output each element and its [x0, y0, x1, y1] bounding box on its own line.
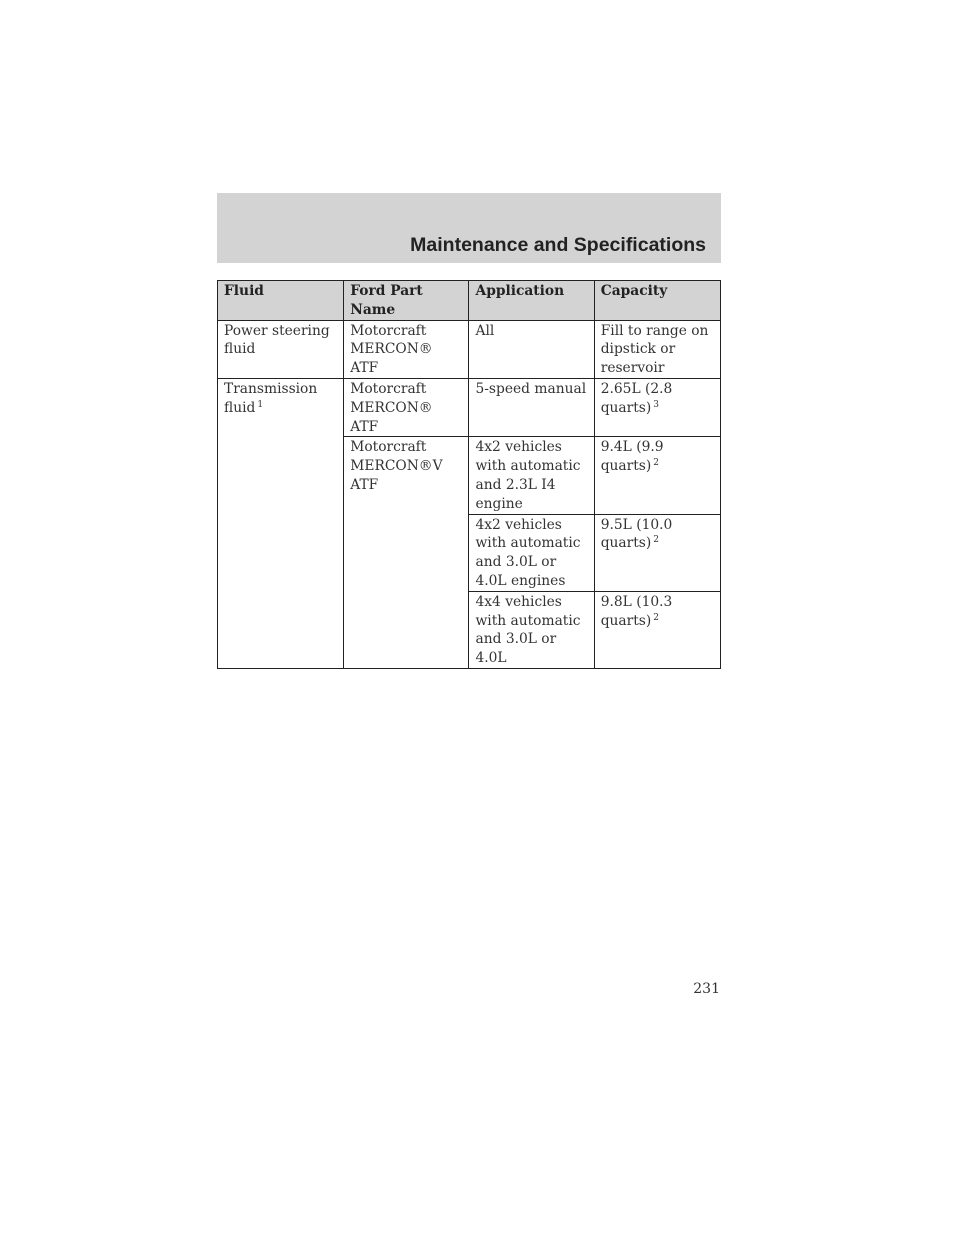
section-header-band — [217, 193, 721, 263]
capacity-cell — [594, 591, 720, 668]
capacity-cell: Fill to range on dipstick or reservoir — [594, 320, 720, 378]
footnote-marker: 2 — [653, 612, 659, 623]
fluid-specifications-table — [217, 280, 721, 669]
footnote-marker: 3 — [653, 399, 659, 410]
footnote-marker: 1 — [257, 399, 264, 410]
application-cell: 4x2 vehicles with automatic and 3.0L or 4.0L engines — [469, 514, 594, 591]
column-header-capacity: Capacity — [594, 281, 720, 321]
application-cell: 4x2 vehicles with automatic and 2.3L I4 engine — [469, 437, 594, 514]
part-name-cell: Motorcraft MERCON®V ATF — [344, 437, 469, 669]
column-header-part-name: Ford Part Name — [344, 281, 469, 321]
capacity-cell — [594, 378, 720, 436]
part-name-cell: Motorcraft MERCON® ATF — [344, 378, 469, 436]
part-name-cell: Motorcraft MERCON® ATF — [344, 320, 469, 378]
page-number: 231 — [693, 981, 720, 997]
section-title: Maintenance and Specifications — [410, 234, 706, 256]
capacity-value: 9.8L (10.3 quarts) — [600, 593, 673, 629]
capacity-value: 2.65L (2.8 quarts) — [600, 380, 673, 416]
capacity-cell — [594, 437, 720, 514]
footnote-marker: 2 — [653, 458, 659, 469]
column-header-fluid: Fluid — [218, 281, 344, 321]
table-header-row — [218, 281, 721, 321]
capacity-cell — [594, 514, 720, 591]
footnote-marker: 2 — [653, 535, 659, 546]
capacity-value: 9.5L (10.0 quarts) — [600, 516, 673, 552]
application-cell: 5-speed manual — [469, 378, 594, 436]
fluid-label: Transmission fluid — [224, 380, 318, 416]
table-row — [218, 378, 721, 436]
fluid-cell — [218, 378, 344, 668]
application-cell: All — [469, 320, 594, 378]
application-cell: 4x4 vehicles with automatic and 3.0L or 4.0L — [469, 591, 594, 668]
table-row — [218, 320, 721, 378]
fluid-cell: Power steering fluid — [218, 320, 344, 378]
capacity-value: 9.4L (9.9 quarts) — [600, 439, 664, 475]
column-header-application: Application — [469, 281, 594, 321]
